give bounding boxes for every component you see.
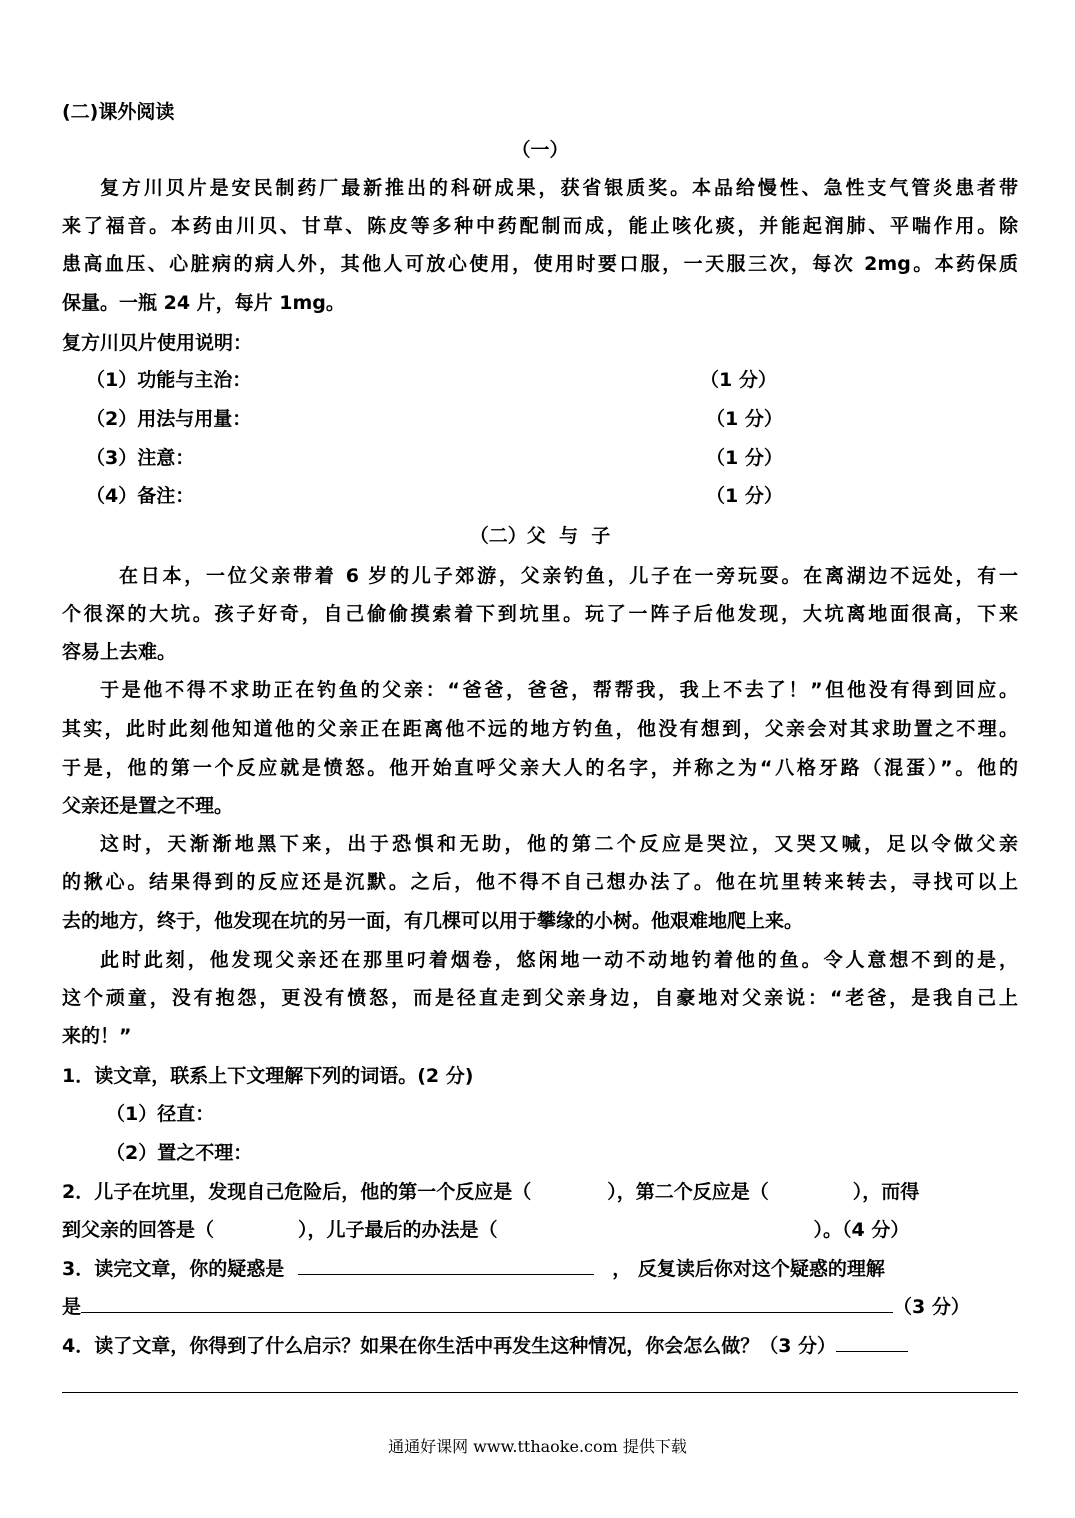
passage1-heading: （一） [511, 139, 569, 161]
section-title: (二)课外阅读 [62, 101, 175, 123]
q4-text: 4．读了文章，你得到了什么启示？如果在你生活中再发生这种情况，你会怎么做？（3 分） [62, 1335, 837, 1357]
passage2-line: 个很深的大坑。孩子好奇，自己偷偷摸索着下到坑里。玩了一阵子后他发现，大坑离地面很高，下来 [62, 603, 1018, 625]
q2-text: ），第二个反应是（ [607, 1181, 769, 1203]
passage2-line: 在日本，一位父亲带着 6 岁的儿子郊游，父亲钓鱼，儿子在一旁玩耍。在离湖边不远处，有一 [119, 565, 1018, 587]
passage2-line: 于是，他的第一个反应就是愤怒。他开始直呼父亲大人的名字，并称之为“八格牙路（混蛋）”。他的 [62, 757, 1018, 779]
q4-answer-blank[interactable] [836, 1329, 908, 1352]
q3-score: （3 分） [893, 1296, 970, 1318]
question-1b: （2）置之不理： [106, 1142, 253, 1164]
passage1-line: 复方川贝片是安民制药厂最新推出的科研成果，获省银质奖。本品给慢性、急性支气管炎患者带 [100, 177, 1018, 199]
passage2-line: 于是他不得不求助正在钓鱼的父亲：“爸爸，爸爸，帮帮我，我上不去了！”但他没有得到回应。 [100, 679, 1018, 701]
passage2-line: 的揪心。结果得到的反应还是沉默。之后，他不得不自己想办法了。他在坑里转来转去，寻找可以上 [62, 871, 1018, 893]
instruction-item: （3）注意： [86, 447, 195, 469]
q2-text: ）。（4 分） [813, 1219, 910, 1241]
q2-text: 2．儿子在坑里，发现自己危险后，他的第一个反应是（ [62, 1181, 532, 1203]
q3-answer-blank[interactable] [298, 1252, 594, 1275]
q3-text: ， 反复读后你对这个疑惑的理解 [612, 1258, 885, 1280]
item-score: （1 分） [706, 485, 783, 507]
question-3-line2 [62, 1288, 1018, 1326]
q3-answer-blank[interactable] [81, 1290, 893, 1313]
question-2-line1 [62, 1173, 1018, 1211]
passage2-line: 容易上去难。 [62, 641, 177, 663]
passage1-line: 保量。一瓶 24 片，每片 1mg。 [62, 292, 345, 314]
q3-text: 是 [62, 1296, 82, 1318]
item-score: （1 分） [706, 447, 783, 469]
question-3-line1 [62, 1250, 1018, 1288]
passage2-line: 这个顽童，没有抱怨，更没有愤怒，而是径直走到父亲身边，自豪地对父亲说：“老爸，是我自己上 [62, 987, 1018, 1009]
instruction-title: 复方川贝片使用说明： [62, 332, 253, 354]
item-score: （1 分） [700, 369, 777, 391]
passage2-line: 去的地方，终于，他发现在坑的另一面，有几棵可以用于攀缘的小树。他艰难地爬上来。 [62, 910, 804, 932]
question-1a: （1）径直： [106, 1103, 215, 1125]
instruction-item: （2）用法与用量： [86, 408, 252, 430]
instruction-item: （1）功能与主治： [86, 369, 252, 391]
passage2-line: 父亲还是置之不理。 [62, 795, 234, 817]
q2-text: ），儿子最后的办法是（ [298, 1219, 498, 1241]
footer-text: 通通好课网 www.tthaoke.com 提供下载 [388, 1437, 687, 1456]
q2-text: ），而得 [852, 1181, 920, 1203]
instruction-item: （4）备注： [86, 485, 195, 507]
passage2-heading: （二）父 与 子 [469, 525, 611, 547]
passage2-line: 来的！” [62, 1025, 132, 1047]
question-2-line2 [62, 1211, 1018, 1249]
passage2-line: 这时，天渐渐地黑下来，出于恐惧和无助，他的第二个反应是哭泣，又哭又喊，足以令做父亲 [100, 833, 1018, 855]
item-score: （1 分） [706, 408, 783, 430]
passage2-line: 其实，此时此刻他知道他的父亲正在距离他不远的地方钓鱼，他没有想到，父亲会对其求助置之不理。 [62, 718, 1018, 740]
question-4 [62, 1327, 1018, 1365]
passage1-line: 患高血压、心脏病的病人外，其他人可放心使用，使用时要口服，一天服三次，每次 2mg。本药保质 [62, 253, 1018, 275]
q4-answer-line[interactable] [62, 1392, 1018, 1393]
q2-text: 到父亲的回答是（ [62, 1219, 215, 1241]
q3-text: 3．读完文章，你的疑惑是 [62, 1258, 285, 1280]
question-1: 1．读文章，联系上下文理解下列的词语。(2 分) [62, 1065, 474, 1087]
passage1-line: 来了福音。本药由川贝、甘草、陈皮等多种中药配制而成，能止咳化痰，并能起润肺、平喘作用。除 [62, 215, 1018, 237]
passage2-line: 此时此刻，他发现父亲还在那里叼着烟卷，悠闲地一动不动地钓着他的鱼。令人意想不到的是， [100, 949, 1018, 971]
